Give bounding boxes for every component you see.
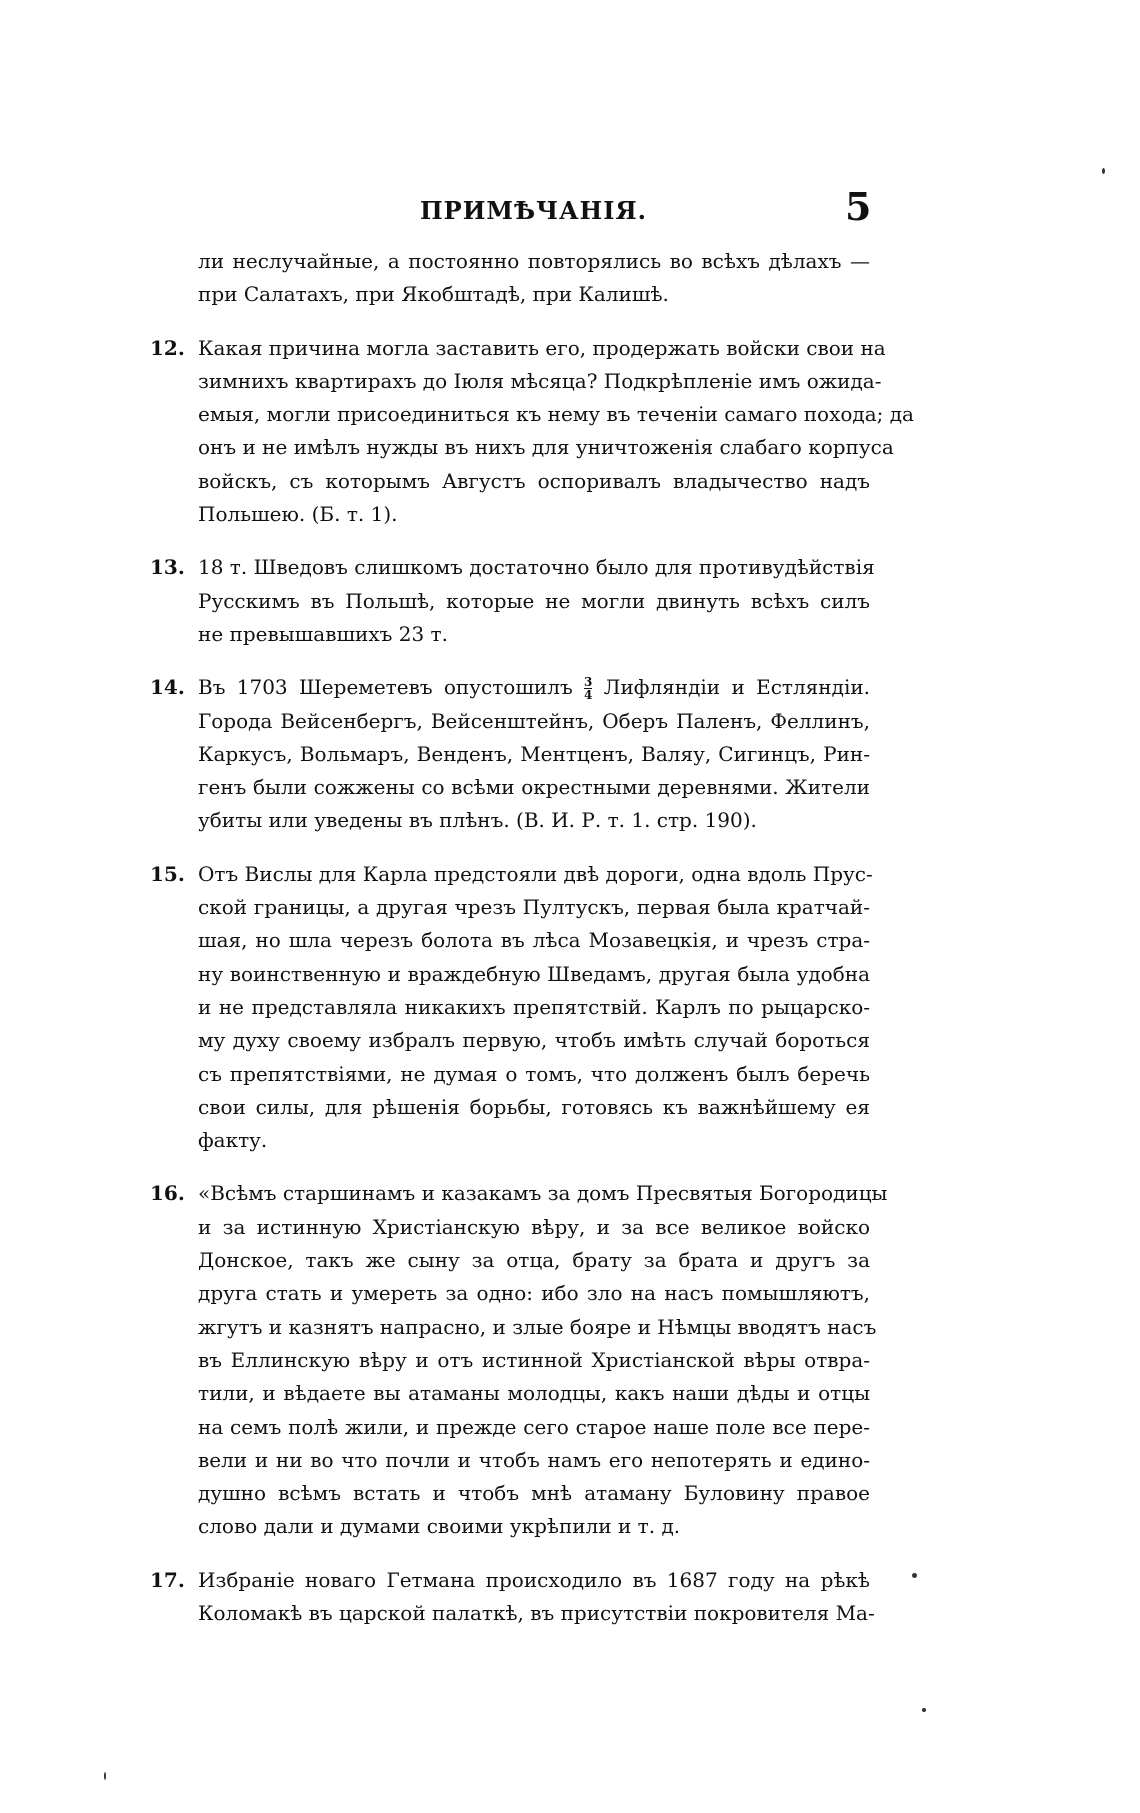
continued-paragraph [150, 245, 870, 312]
text-line: вели и ни во что почли и чтобъ намъ его непотерять и едино- [198, 1447, 870, 1472]
note-number: 12. [150, 335, 185, 360]
text-line: онъ и не имѣлъ нужды въ нихъ для уничтоженія слабаго корпуса [198, 435, 894, 460]
text-line: Города Вейсенбергъ, Вейсенштейнъ, Оберъ Паленъ, Феллинъ, [198, 708, 870, 733]
text-line: ли неслучайные, а постоянно повторялись во всѣхъ дѣлахъ — [198, 249, 870, 273]
text-line: не превышавшихъ 23 т. [198, 621, 448, 646]
text-line: емыя, могли присоединиться къ нему въ теченіи самаго похода; да [198, 402, 914, 427]
note-number: 14. [150, 675, 185, 700]
text-line [198, 671, 870, 704]
text-line: «Всѣмъ старшинамъ и казакамъ за домъ Пресвятыя Богородицы [198, 1181, 888, 1206]
fraction [584, 676, 592, 701]
notes-text [150, 245, 914, 1630]
scan-speck [922, 1708, 926, 1712]
scan-speck [1102, 168, 1105, 174]
text-line: ской границы, а другая чрезъ Пултускъ, первая была кратчай- [198, 895, 870, 920]
text-line: и не представляла никакихъ препятствій. Карлъ по рыцарско- [198, 994, 870, 1019]
text-line: Коломакѣ въ царской палаткѣ, въ присутствіи покровителя Ма- [198, 1600, 875, 1625]
page-number: 5 [845, 184, 872, 229]
text-line: му духу своему избралъ первую, чтобъ имѣть случай бороться [198, 1028, 870, 1053]
note-14 [150, 671, 870, 837]
text-line: друга стать и умереть за одно: ибо зло на насъ помышляютъ, [198, 1281, 870, 1306]
fraction-numerator: 3 [584, 675, 593, 690]
note-15 [150, 858, 873, 1158]
note-13 [150, 551, 875, 651]
text-line: съ препятствіями, не думая о томъ, что долженъ былъ беречь [198, 1061, 870, 1086]
text-line: ну воинственную и враждебную Шведамъ, другая была удобна [198, 961, 870, 986]
fraction-denominator: 4 [584, 688, 593, 703]
text-line: Каркусъ, Вольмаръ, Венденъ, Ментценъ, Валяу, Сигинцъ, Рин- [198, 741, 870, 766]
text-line: Донское, такъ же сыну за отца, брату за брата и другъ за [198, 1248, 870, 1273]
text-line: Отъ Вислы для Карла предстояли двѣ дороги, одна вдоль Прус- [198, 861, 873, 886]
note-number: 15. [150, 861, 185, 886]
text-line: и за истинную Христіанскую вѣру, и за все великое войско [198, 1214, 870, 1239]
line-part: Въ 1703 Шереметевъ опустошилъ [198, 675, 573, 700]
text-line: Избраніе новаго Гетмана происходило въ 1687 году на рѣкѣ [198, 1567, 870, 1592]
text-line: зимнихъ квартирахъ до Іюля мѣсяца? Подкрѣпленіе имъ ожида- [198, 368, 882, 393]
text-line: душно всѣмъ встать и чтобъ мнѣ атаману Буловину правое [198, 1481, 870, 1506]
text-line: 18 т. Шведовъ слишкомъ достаточно было для противудѣйствія [198, 555, 875, 580]
text-line: войскъ, съ которымъ Августъ оспоривалъ владычество надъ [198, 468, 870, 493]
note-number: 13. [150, 555, 185, 580]
text-line: убиты или уведены въ плѣнъ. (В. И. Р. т. 1. стр. 190). [198, 808, 757, 833]
text-line: въ Еллинскую вѣру и отъ истинной Христіанской вѣры отвра- [198, 1347, 870, 1372]
text-line: Какая причина могла заставить его, продержать войски свои на [198, 335, 886, 360]
line-part: Лифляндіи и Естляндіи. [603, 675, 871, 700]
text-line: на семъ полѣ жили, и прежде сего старое наше поле все пере- [198, 1414, 870, 1439]
text-line: Польшею. (Б. т. 1). [198, 502, 398, 527]
scan-speck [912, 1573, 917, 1578]
note-number: 16. [150, 1181, 185, 1206]
text-line: генъ были сожжены со всѣми окрестными деревнями. Жители [198, 775, 870, 800]
text-line: факту. [198, 1128, 268, 1153]
note-16 [150, 1177, 888, 1543]
text-line: жгутъ и казнятъ напрасно, и злые бояре и Нѣмцы вводятъ насъ [198, 1314, 877, 1339]
note-17 [150, 1564, 875, 1631]
text-line: тили, и вѣдаете вы атаманы молодцы, какъ наши дѣды и отцы [198, 1381, 870, 1406]
scan-speck [104, 1772, 106, 1780]
running-title: ПРИМѢЧАНІЯ. [420, 196, 647, 225]
note-number: 17. [150, 1567, 185, 1592]
text-line: слово дали и думами своими укрѣпили и т. д. [198, 1514, 681, 1539]
text-line: Русскимъ въ Польшѣ, которые не могли двинуть всѣхъ силъ [198, 588, 870, 613]
text-line: при Салатахъ, при Якобштадѣ, при Калишѣ. [198, 282, 669, 307]
text-line: свои силы, для рѣшенія борьбы, готовясь къ важнѣйшему ея [198, 1094, 870, 1119]
note-12 [150, 332, 914, 532]
text-line: шая, но шла черезъ болота въ лѣса Мозавецкія, и чрезъ стра- [198, 928, 870, 953]
